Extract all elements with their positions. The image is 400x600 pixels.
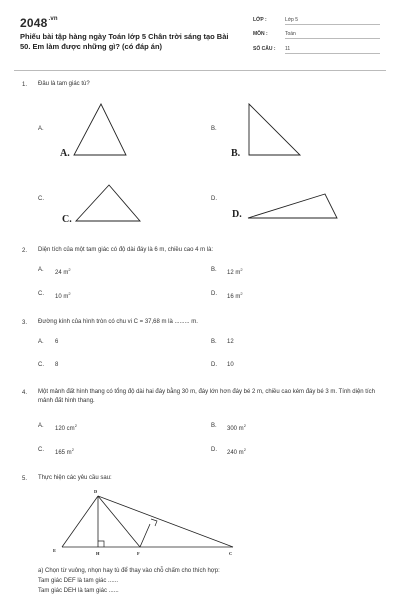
q3-option-d-value: 10: [227, 362, 234, 368]
point-c-label: C: [229, 551, 233, 556]
point-f-label: F: [137, 551, 140, 556]
q3-option-a-label: A.: [38, 339, 44, 345]
q1-figure-b-label: B.: [231, 148, 241, 159]
q5-line-2: Tam giác DEH là tam giác ......: [38, 588, 119, 594]
q3-option-c-value: 8: [55, 362, 59, 368]
q2-option-b-value: 12 $m^2$: [227, 267, 243, 276]
q5-number: 5.: [22, 476, 28, 482]
q5-text: Thực hiện các yêu cầu sau:: [38, 475, 112, 481]
q2-option-b-label: B.: [211, 267, 217, 273]
q4-option-b-label: B.: [211, 423, 217, 429]
q1-option-a-label: A.: [38, 126, 44, 132]
q2-option-c-label: C.: [38, 291, 44, 297]
worksheet-title: Phiếu bài tập hàng ngày Toán lớp 5 Chân trời sáng tạo Bài 50. Em làm được những gì? (có đáp án): [20, 32, 229, 51]
point-h-label: H: [96, 551, 100, 556]
q3-number: 3.: [22, 320, 28, 326]
socau-label: SỐ CÂU :: [253, 46, 276, 52]
q2-option-d-value: 16 $m^2$: [227, 291, 243, 300]
q1-figure-c-label: C.: [62, 214, 72, 225]
q1-option-d-label: D.: [211, 196, 217, 202]
q2-text: Diện tích của một tam giác có độ dài đáy là 6 m, chiều cao 4 m là:: [38, 247, 214, 253]
mon-value: Toán: [285, 31, 380, 39]
lop-label: LỚP :: [253, 17, 267, 23]
q3-option-c-label: C.: [38, 362, 44, 368]
q2-option-c-value: 10 $m^2$: [55, 291, 71, 300]
q5-line-1: Tam giác DEF là tam giác ......: [38, 578, 119, 584]
socau-value: 11: [285, 46, 380, 54]
q4-option-c-label: C.: [38, 447, 44, 453]
q4-text: Một mảnh đất hình thang có tổng độ dài hai đáy bằng 30 m, đáy lớn hơn đáy bé 2 m, chiều cao kém đáy bé 3 m. Tính diện tích mảnh đất hình thang.: [38, 389, 375, 404]
triangle-a: [74, 104, 126, 155]
q1-option-b-label: B.: [211, 126, 217, 132]
triangle-d: [248, 194, 337, 218]
q4-option-d-value: 240 $m^2$: [227, 447, 246, 456]
q3-option-b-label: B.: [211, 339, 217, 345]
q1-text: Đâu là tam giác tù?: [38, 81, 90, 87]
q4-option-c-value: 165 $m^2$: [55, 447, 74, 456]
q4-number: 4.: [22, 390, 28, 396]
q1-figure-d-label: D.: [232, 209, 242, 220]
triangle-c: [76, 185, 140, 221]
q5-subquestion-a: a) Chọn từ vuông, nhọn hay tù để thay vào chỗ chấm cho thích hợp:: [38, 568, 220, 574]
q3-option-d-label: D.: [211, 362, 217, 368]
triangle-b: [249, 104, 300, 155]
lop-value: Lớp 5: [285, 17, 380, 25]
q3-option-a-value: 6: [55, 339, 59, 345]
q2-option-d-label: D.: [211, 291, 217, 297]
q4-option-a-value: 120 $cm^2$: [55, 423, 77, 432]
q1-figure-a-label: A.: [60, 148, 70, 159]
logo-suffix: .vn: [48, 16, 58, 22]
q3-text: Đường kính của hình tròn có chu vi C = 37,68 m là ......... m.: [38, 319, 198, 325]
mon-label: MÔN :: [253, 31, 268, 37]
point-e-label: E: [53, 548, 57, 553]
q1-option-c-label: C.: [38, 196, 44, 202]
logo-main: 2048: [20, 16, 48, 30]
q3-option-b-value: 12: [227, 339, 234, 345]
q4-option-d-label: D.: [211, 447, 217, 453]
q2-option-a-label: A.: [38, 267, 44, 273]
q4-option-b-value: 300 $m^2$: [227, 423, 246, 432]
q2-number: 2.: [22, 248, 28, 254]
point-d-label: D: [94, 489, 98, 494]
q2-option-a-value: 24 $m^2$: [55, 267, 71, 276]
q5-figure: [53, 489, 233, 556]
q1-number: 1.: [22, 82, 28, 88]
q4-option-a-label: A.: [38, 423, 44, 429]
